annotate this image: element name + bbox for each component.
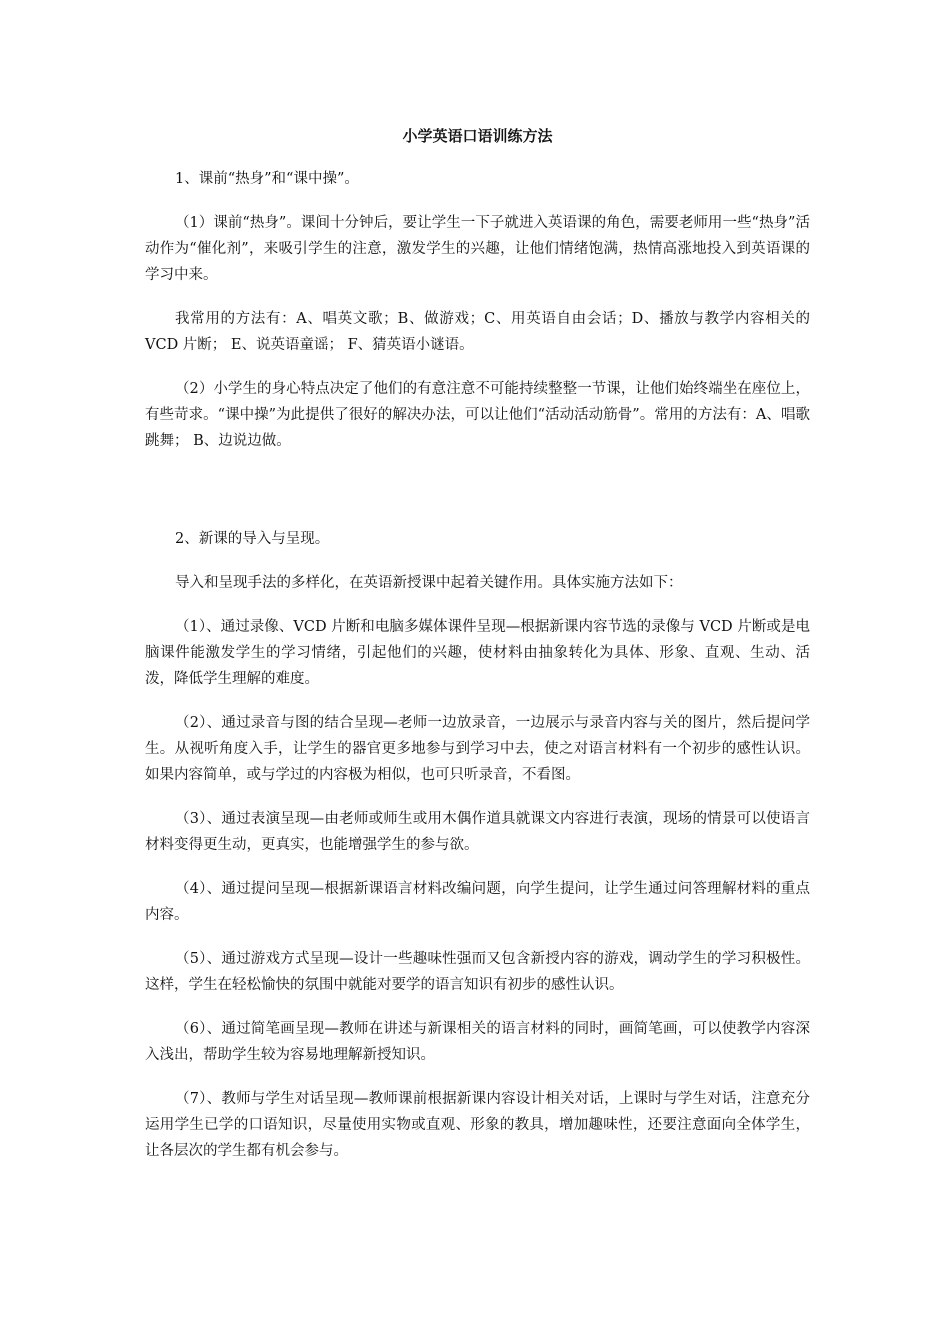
paragraph-method-4: （4）、通过提问呈现—根据新课语言材料改编问题，向学生提问，让学生通过问答理解材料的重点内容。 (145, 881, 810, 923)
paragraph-warmup: （1）课前“热身”。课间十分钟后，要让学生一下子就进入英语课的角色，需要老师用一些“热身”活动作为“催化剂”，来吸引学生的注意，激发学生的兴趣，让他们情绪饱满，热情高涨地投入到英语课的学习中来。 (145, 215, 810, 283)
paragraph-method-5: （5）、通过游戏方式呈现—设计一些趣味性强而又包含新授内容的游戏，调动学生的学习积极性。这样，学生在轻松愉快的氛围中就能对要学的语言知识有初步的感性认识。 (145, 951, 810, 993)
paragraph-method-3: （3）、通过表演呈现—由老师或师生或用木偶作道具就课文内容进行表演，现场的情景可以使语言材料变得更生动，更真实，也能增强学生的参与欲。 (145, 811, 810, 853)
paragraph-method-1: （1）、通过录像、VCD 片断和电脑多媒体课件呈现—根据新课内容节选的录像与 VCD 片断或是电脑课件能激发学生的学习情绪，引起他们的兴趣，使材料由抽象转化为具体、形象、直观、生动、活泼，降低学生理解的难度。 (145, 619, 810, 687)
paragraph-method-7: （7）、教师与学生对话呈现—教师课前根据新课内容设计相关对话，上课时与学生对话，注意充分运用学生已学的口语知识，尽量使用实物或直观、形象的教具，增加趣味性，还要注意面向全体学生，让各层次的学生都有机会参与。 (145, 1091, 810, 1159)
paragraph-warmup-methods: 我常用的方法有：A、唱英文歌；B、做游戏；C、用英语自由会话；D、播放与教学内容相关的 VCD 片断； E、说英语童谣； F、猜英语小谜语。 (145, 311, 810, 353)
paragraph-in-class-exercise: （2）小学生的身心特点决定了他们的有意注意不可能持续整整一节课，让他们始终端坐在座位上，有些苛求。“课中操”为此提供了很好的解决办法，可以让他们“活动活动筋骨”。常用的方法有：A、唱歌跳舞； B、边说边做。 (145, 381, 810, 449)
document-page (145, 122, 810, 1182)
paragraph-intro: 导入和呈现手法的多样化，在英语新授课中起着关键作用。具体实施方法如下： (175, 575, 683, 591)
paragraph-method-6: （6）、通过简笔画呈现—教师在讲述与新课相关的语言材料的同时，画简笔画，可以使教学内容深入浅出，帮助学生较为容易地理解新授知识。 (145, 1021, 810, 1063)
document-title: 小学英语口语训练方法 (402, 127, 553, 145)
section-heading-1: 1、课前“热身”和“课中操”。 (175, 171, 359, 187)
section-heading-2: 2、新课的导入与呈现。 (175, 531, 330, 547)
section-spacer (145, 472, 810, 526)
paragraph-method-2: （2）、通过录音与图的结合呈现—老师一边放录音，一边展示与录音内容与关的图片，然后提问学生。从视听角度入手，让学生的器官更多地参与到学习中去，使之对语言材料有一个初步的感性认识。如果内容简单，或与学过的内容极为相似，也可只听录音，不看图。 (145, 715, 810, 783)
